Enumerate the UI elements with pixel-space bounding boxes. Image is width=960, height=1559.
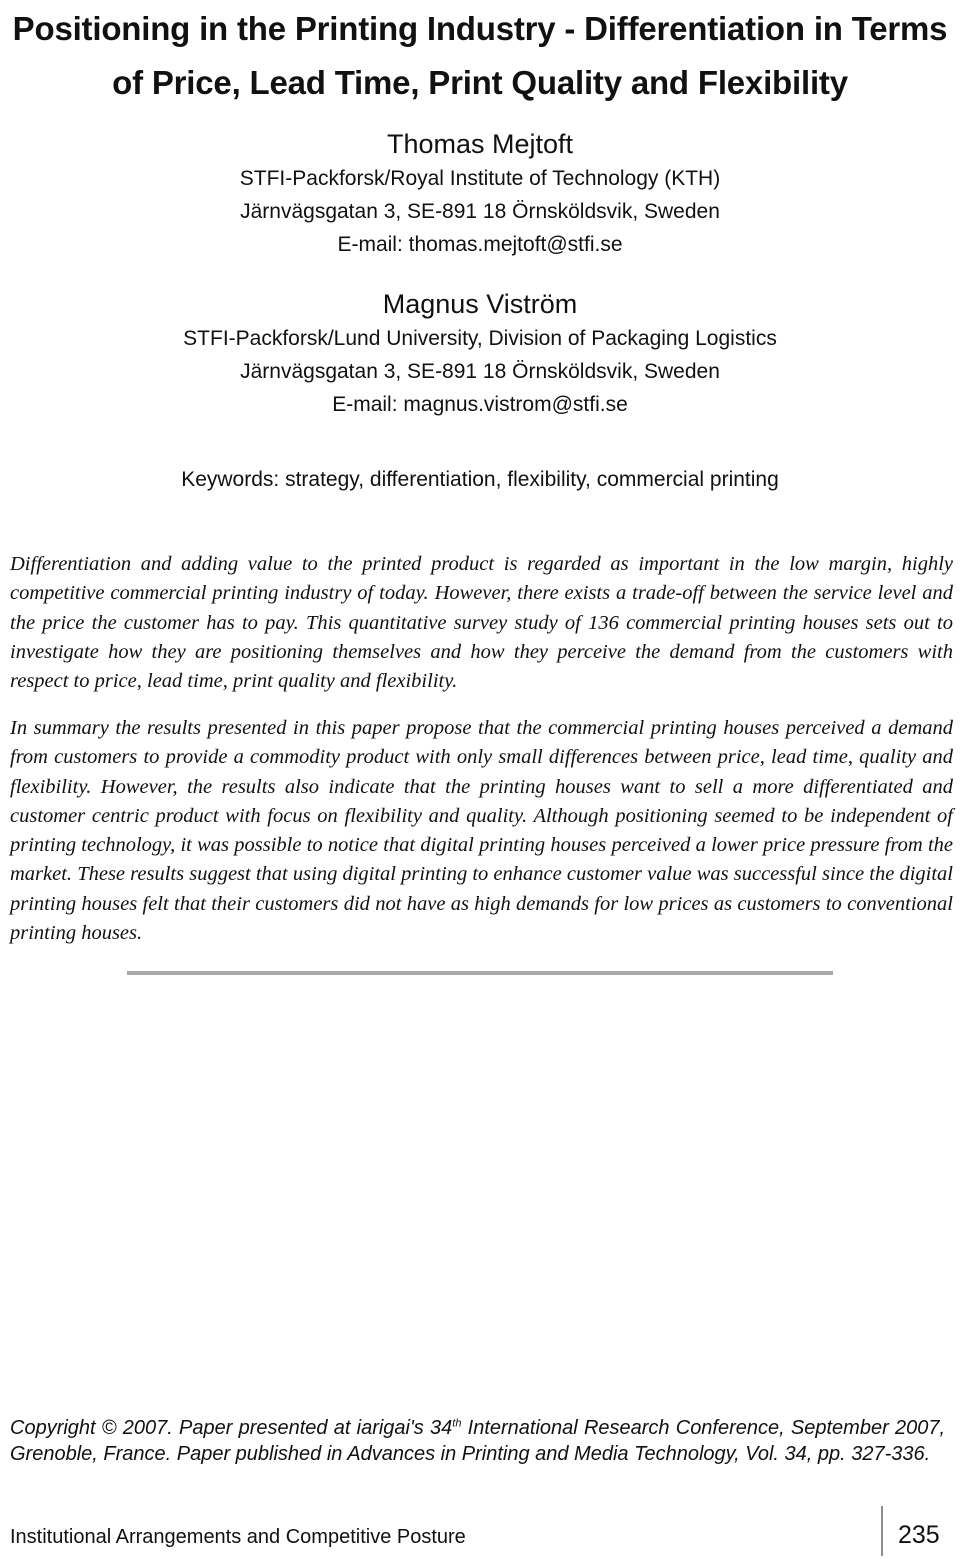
abstract-paragraph-2: In summary the results presented in this paper propose that the commercial printing houses perceived a demand from customers to provide a commodity product with only small differences between price, lead time, quality and flexibility. However, the results also indicate that the printing houses want to sell a more differentiated and customer centric product with focus on flexibility and quality. Although positioning seemed to be independent of printing technology, it was possible to notice that digital printing houses perceived a lower price pressure from the market. These results suggest that using digital printing to enhance customer value was successful since the digital printing houses felt that their customers did not have as high demands for low prices as customers to conventional printing houses.	[10, 717, 953, 945]
ordinal-suffix: th	[452, 1417, 462, 1430]
author-block-2	[0, 286, 960, 421]
author-affiliation: STFI-Packforsk/Royal Institute of Technology (KTH)	[239, 167, 721, 190]
copyright-text-start: Copyright © 2007. Paper presented at iarigai's 34	[10, 1417, 453, 1439]
section-separator	[127, 971, 833, 975]
author-address: Järnvägsgatan 3, SE-891 18 Örnsköldsvik, Sweden	[240, 200, 720, 223]
paper-title: Positioning in the Printing Industry - Differentiation in Terms of Price, Lead Time, Print Quality and Flexibility	[12, 10, 948, 101]
author-name: Magnus Viström	[382, 289, 578, 319]
author-address: Järnvägsgatan 3, SE-891 18 Örnsköldsvik, Sweden	[240, 360, 720, 383]
author-affiliation: STFI-Packforsk/Lund University, Division of Packaging Logistics	[183, 327, 777, 350]
author-block-1	[0, 126, 960, 261]
footer-section-title: Institutional Arrangements and Competitive Posture	[10, 1526, 466, 1548]
footer-divider	[881, 1506, 883, 1556]
author-name: Thomas Mejtoft	[386, 129, 574, 159]
author-email: E-mail: thomas.mejtoft@stfi.se	[337, 233, 623, 256]
keywords: Keywords: strategy, differentiation, flexibility, commercial printing	[181, 468, 779, 491]
copyright-text-end: International Research Conference, September 2007, Grenoble, France. Paper published in Advances in Printing and Media Technology, Vol. 34, pp. 327-336.	[10, 1417, 945, 1465]
page-number: 235	[898, 1521, 940, 1549]
abstract-paragraph-1: Differentiation and adding value to the printed product is regarded as important in the low margin, highly competitive commercial printing industry of today. However, there exists a trade-off between the service level and the price the customer has to pay. This quantitative survey study of 136 commercial printing houses sets out to investigate how they are positioning themselves and how they perceive the demand from the customers with respect to price, lead time, print quality and flexibility.	[10, 553, 953, 693]
copyright-note	[10, 1416, 945, 1467]
author-email: E-mail: magnus.vistrom@stfi.se	[332, 393, 628, 416]
